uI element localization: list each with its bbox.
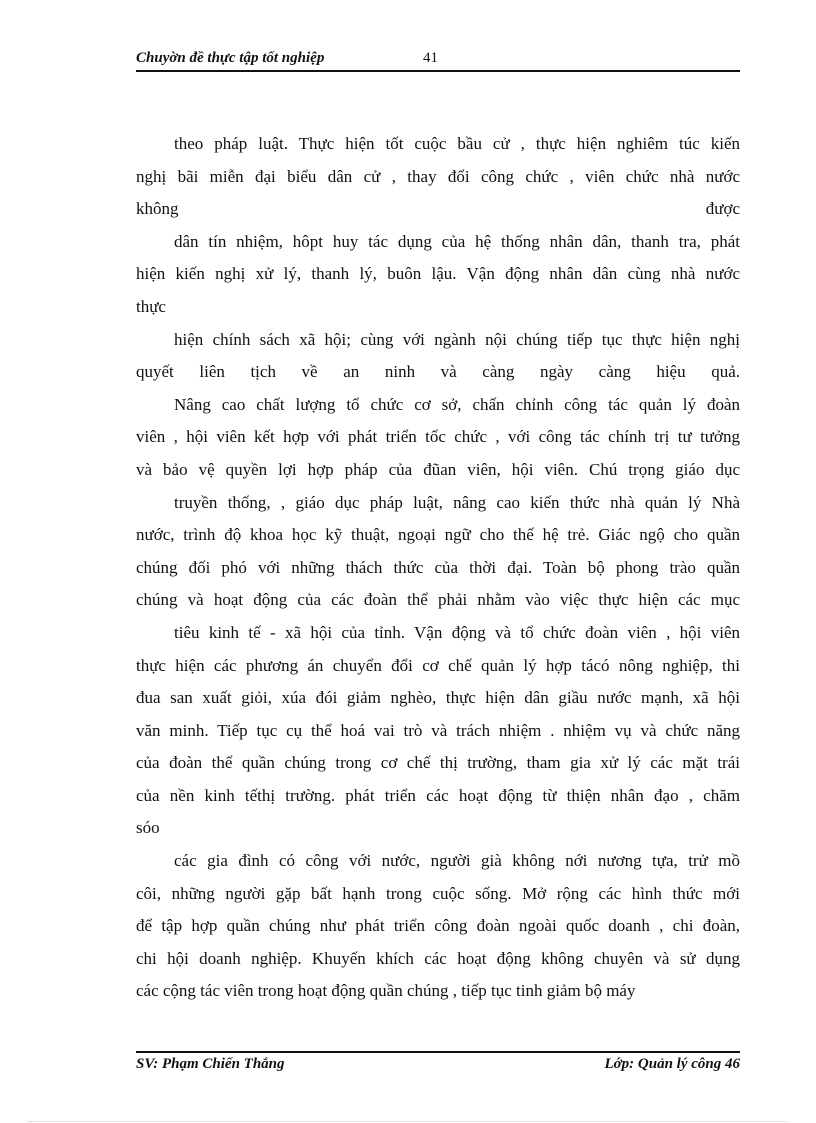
text-line: văn minh. Tiếp tục cụ thể hoá vai trò và trách nhiệm . nhiệm vụ và chức năng <box>136 720 740 740</box>
page-edge-divider <box>28 1121 788 1122</box>
class-name: Lớp: Quản lý công 46 <box>604 1056 740 1072</box>
text-line: tiêu kinh tế - xã hội của tỉnh. Vận động và tổ chức đoàn viên , hội viên <box>174 622 740 642</box>
text-line: hiện chính sách xã hội; cùng với ngành nội chúng tiếp tục thực hiện nghị <box>174 329 740 349</box>
text-line: quyết liên tịch về an ninh và càng ngày càng hiệu quả. <box>136 362 740 382</box>
text-line: viên , hội viên kết hợp với phát triển tốc chức , với công tác chính trị tư tưởng <box>136 427 740 447</box>
text-line: chi hội doanh nghiệp. Khuyến khích các hoạt động không chuyên và sử dụng <box>136 948 740 968</box>
text-line: thực hiện các phương án chuyển đổi cơ chế quản lý hợp tácó nông nghiệp, thi <box>136 655 740 675</box>
text-line: không được <box>136 199 740 219</box>
text-line: côi, những người gặp bất hạnh trong cuộc sống. Mở rộng các hình thức mới <box>136 883 740 903</box>
text-line: nước, trình độ khoa học kỹ thuật, ngoại ngữ cho thế hệ trẻ. Giác ngộ cho quần <box>136 525 740 545</box>
text-line: hiện kiến nghị xử lý, thanh lý, buôn lậu. Vận động nhân dân cùng nhà nước <box>136 264 740 284</box>
text-line: Nâng cao chất lượng tổ chức cơ sở, chấn chỉnh công tác quản lý đoàn <box>174 394 740 414</box>
student-name: SV: Phạm Chiến Thắng <box>136 1056 285 1072</box>
text-line: của nền kinh tếthị trường. phát triển các hoạt động từ thiện nhân đạo , chăm <box>136 785 740 805</box>
text-line: sóo <box>136 818 160 838</box>
text-line: để tập hợp quần chúng như phát triển công đoàn ngoài quốc doanh , chi đoàn, <box>136 916 740 936</box>
text-line: đua san xuất giỏi, xúa đói giảm nghèo, thực hiện dân giầu nước mạnh, xã hội <box>136 688 740 708</box>
page-footer <box>136 1051 740 1072</box>
page-header <box>136 48 740 72</box>
body-text <box>136 128 740 1008</box>
text-line: các cộng tác viên trong hoạt động quần chúng , tiếp tục tinh giảm bộ máy <box>136 981 636 1001</box>
header-title: Chuyờn đề thực tập tốt nghiệp <box>136 50 325 66</box>
text-line: dân tín nhiệm, hôpt huy tác dụng của hệ thống nhân dân, thanh tra, phát <box>174 231 740 251</box>
text-line: chúng và hoạt động của các đoàn thể phải nhằm vào việc thực hiện các mục <box>136 590 740 610</box>
text-line: thực <box>136 296 166 316</box>
page-number: 41 <box>423 50 438 66</box>
text-line: các gia đình có công với nước, người già không nới nương tựa, trử mồ <box>174 851 740 871</box>
text-line: và bảo vệ quyền lợi hợp pháp của đũan viên, hội viên. Chú trọng giáo dục <box>136 459 740 479</box>
text-line: theo pháp luật. Thực hiện tốt cuộc bầu cử , thực hiện nghiêm túc kiến <box>174 134 740 153</box>
text-line: nghị bãi miễn đại biểu dân cử , thay đổi công chức , viên chức nhà nước <box>136 166 740 186</box>
text-line: truyền thống, , giáo dục pháp luật, nâng cao kiến thức nhà quản lý Nhà <box>174 492 740 512</box>
text-line: chúng đối phó với những thách thức của thời đại. Toàn bộ phong trào quần <box>136 557 740 577</box>
text-line: của đoàn thể quần chúng trong cơ chế thị trường, tham gia xử lý các mặt trái <box>136 753 740 773</box>
